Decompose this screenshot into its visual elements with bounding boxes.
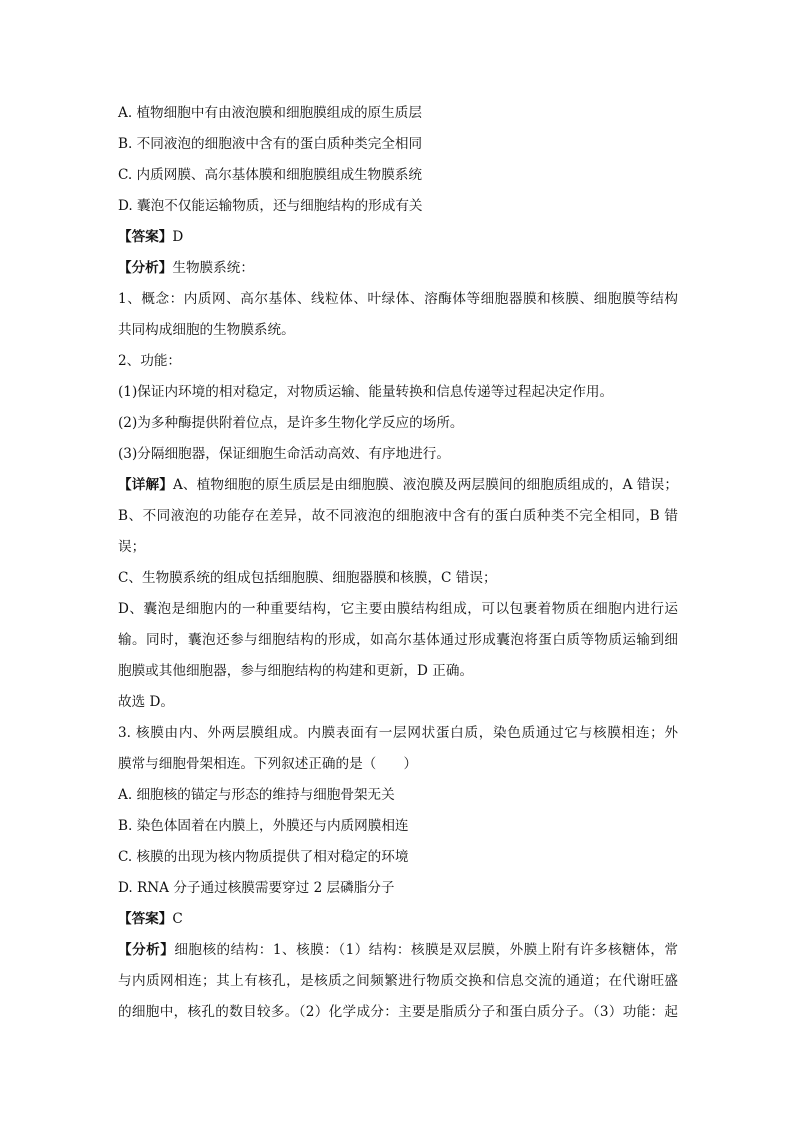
analysis-function-1: (1)保证内环境的相对稳定，对物质运输、能量转换和信息传递等过程起决定作用。 (118, 384, 614, 400)
q2-detail-line-4: C、生物膜系统的组成包括细胞膜、细胞器膜和核膜，C 错误； (118, 570, 497, 586)
q2-option-d: D. 囊泡不仅能运输物质，还与细胞结构的形成有关 (118, 198, 423, 214)
answer-value: D (172, 229, 184, 245)
q2-detail-line-5: D、囊泡是细胞内的一种重要结构，它主要由膜结构组成，可以包裹着物质在细胞内进行运 (118, 601, 678, 617)
answer-label: 【答案】 (118, 911, 173, 927)
q2-detail-line-7: 胞膜或其他细胞器，参与细胞结构的构建和更新，D 正确。 (118, 663, 474, 679)
analysis-function-3: (3)分隔细胞器，保证细胞生命活动高效、有序地进行。 (118, 446, 450, 462)
analysis-concept-line-2: 共同构成细胞的生物膜系统。 (118, 322, 295, 338)
q3-option-b: B. 染色体固着在内膜上，外膜还与内质网膜相连 (118, 818, 409, 834)
q2-conclusion: 故选 D。 (118, 694, 175, 710)
q2-option-b: B. 不同液泡的细胞液中含有的蛋白质种类完全相同 (118, 136, 423, 152)
q3-stem-line-2: 膜常与细胞骨架相连。下列叙述正确的是（ ） (118, 756, 418, 772)
q2-answer (118, 227, 678, 247)
q3-option-a: A. 细胞核的锚定与形态的维持与细胞骨架无关 (118, 787, 395, 803)
q3-answer (118, 909, 678, 929)
q2-detail-line-1 (118, 475, 678, 495)
analysis-text-1: 细胞核的结构：1、核膜：（1）结构：核膜是双层膜，外膜上附有许多核糖体，常 (174, 942, 678, 958)
q3-stem-line-1: 3. 核膜由内、外两层膜组成。内膜表面有一层网状蛋白质，染色质通过它与核膜相连；外 (118, 725, 678, 741)
q2-detail-line-2: B、不同液泡的功能存在差异，故不同液泡的细胞液中含有的蛋白质种类不完全相同，B 错 (118, 508, 678, 524)
q3-option-c: C. 核膜的出现为核内物质提供了相对稳定的环境 (118, 849, 409, 865)
detail-label: 【详解】 (118, 477, 173, 493)
q2-analysis-heading (118, 258, 678, 278)
q2-option-c: C. 内质网膜、高尔基体膜和细胞膜组成生物膜系统 (118, 167, 423, 183)
q3-analysis-line-2: 与内质网相连；其上有核孔，是核质之间频繁进行物质交换和信息交流的通道；在代谢旺盛 (118, 973, 678, 989)
answer-value: C (172, 911, 183, 927)
q2-detail-line-3: 误； (118, 539, 146, 555)
q3-analysis-line-1 (118, 940, 678, 960)
q3-option-d: D. RNA 分子通过核膜需要穿过 2 层磷脂分子 (118, 880, 395, 896)
analysis-intro: 生物膜系统： (172, 260, 254, 276)
answer-label: 【答案】 (118, 229, 173, 245)
q2-detail-line-6: 输。同时，囊泡还参与细胞结构的形成，如高尔基体通过形成囊泡将蛋白质等物质运输到细 (118, 632, 678, 648)
analysis-function-2: (2)为多种酶提供附着位点，是许多生物化学反应的场所。 (118, 415, 464, 431)
detail-text-1: A、植物细胞的原生质层是由细胞膜、液泡膜及两层膜间的细胞质组成的，A 错误； (172, 477, 679, 493)
q2-option-a: A. 植物细胞中有由液泡膜和细胞膜组成的原生质层 (118, 105, 422, 121)
analysis-function-title: 2、功能： (118, 353, 182, 369)
analysis-label: 【分析】 (118, 942, 175, 958)
analysis-label: 【分析】 (118, 260, 173, 276)
analysis-concept-line-1: 1、概念：内质网、高尔基体、线粒体、叶绿体、溶酶体等细胞器膜和核膜、细胞膜等结构 (118, 291, 678, 307)
q3-analysis-line-3: 的细胞中，核孔的数目较多。（2）化学成分：主要是脂质分子和蛋白质分子。（3）功能：起 (118, 1004, 678, 1020)
